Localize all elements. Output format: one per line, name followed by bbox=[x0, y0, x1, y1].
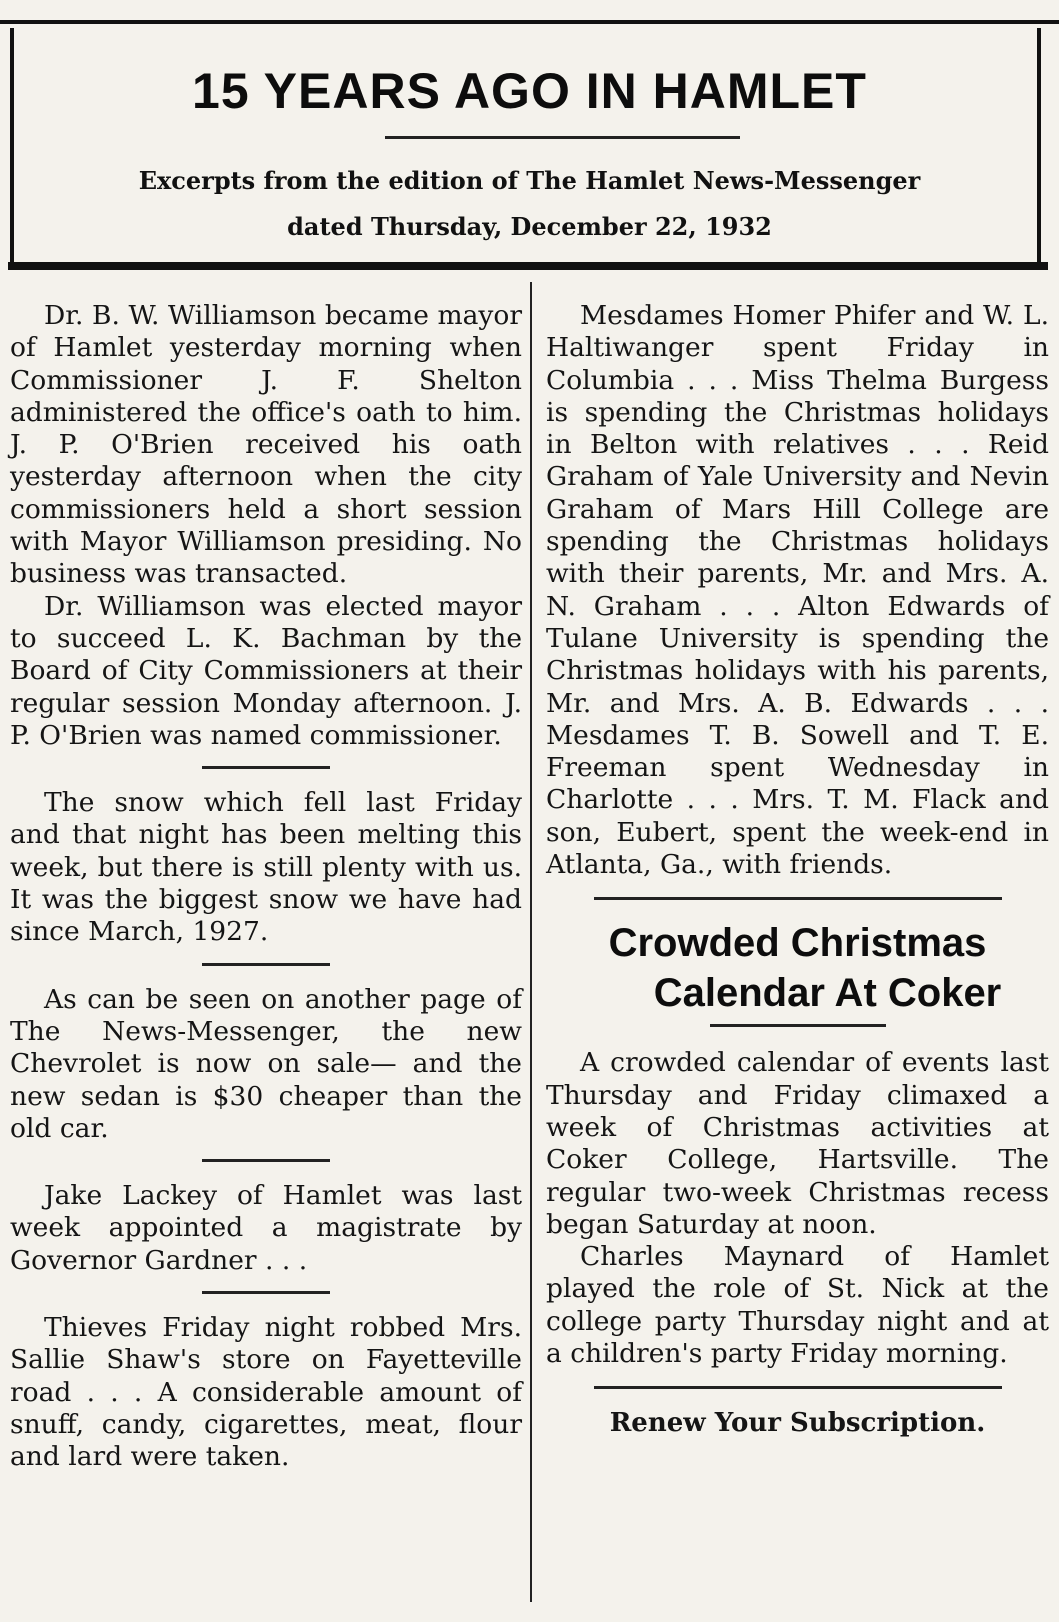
article-headline bbox=[546, 918, 1049, 1018]
column-divider bbox=[530, 282, 532, 1602]
headline-line-1: Crowded Christmas bbox=[608, 921, 987, 966]
subtitle-line-2: dated Thursday, December 22, 1932 bbox=[287, 212, 772, 241]
left-column bbox=[10, 300, 522, 1474]
article-paragraph-2: Charles Maynard of Hamlet played the role of St. Nick at the college party Thursday night and at a children's party Friday morning. bbox=[546, 1241, 1049, 1370]
footer-separator bbox=[594, 1386, 1002, 1389]
subtitle-line-1: Excerpts from the edition of The Hamlet News-Messenger bbox=[138, 166, 921, 195]
item-chevrolet: As can be seen on another page of The News-Messenger, the new Chevrolet is now on sale— and the new sedan is $30 cheaper than the old car. bbox=[10, 983, 522, 1144]
header-subtitle bbox=[0, 158, 1059, 250]
item-mayor: Dr. B. W. Williamson became mayor of Hamlet yesterday morning when Commissioner J. F. Shelton administered the office's oath to him. J. P. O'Brien received his oath yesterday afternoon when the city commissioners held a short session with Mayor Williamson presiding. No business was transacted. bbox=[10, 300, 522, 590]
item-social-notes: Mesdames Homer Phifer and W. L. Haltiwanger spent Friday in Columbia . . . Miss Thelma Burgess is spending the Christmas holidays in Belton with relatives . . . Reid Graham of Yale University and Nevin Graham of Mars Hill College are spending the Christmas holidays with their parents, Mr. and Mrs. A. N. Graham . . . Alton Edwards of Tulane University is spending the Christmas holidays with his parents, Mr. and Mrs. A. B. Edwards . . . Mesdames T. B. Sowell and T. E. Freeman spent Wednesday in Charlotte . . . Mrs. T. M. Flack and son, Eubert, spent the week-end in Atlanta, Ga., with friends. bbox=[546, 300, 1049, 881]
item-snow: The snow which fell last Friday and that night has been melting this week, but there is still plenty with us. It was the biggest snow we have had since March, 1927. bbox=[10, 787, 522, 948]
article-paragraph-1: A crowded calendar of events last Thursday and Friday climaxed a week of Christmas activities at Coker College, Hartsville. The regular two-week Christmas recess began Saturday at noon. bbox=[546, 1047, 1049, 1240]
item-thieves: Thieves Friday night robbed Mrs. Sallie Shaw's store on Fayetteville road . . . A considerable amount of snuff, candy, cigarettes, meat, flour and lard were taken. bbox=[10, 1312, 522, 1473]
item-separator bbox=[202, 1291, 330, 1294]
item-magistrate: Jake Lackey of Hamlet was last week appointed a magistrate by Governor Gardner . . . bbox=[10, 1180, 522, 1276]
item-election: Dr. Williamson was elected mayor to succeed L. K. Bachman by the Board of City Commissioners at their regular session Monday afternoon. J. P. O'Brien was named commissioner. bbox=[10, 590, 522, 751]
item-separator bbox=[202, 963, 330, 966]
headline-separator bbox=[710, 1024, 886, 1027]
header-bottom-rule bbox=[8, 262, 1048, 270]
item-separator bbox=[202, 766, 330, 769]
page-title: 15 YEARS AGO IN HAMLET bbox=[192, 63, 867, 119]
item-separator bbox=[202, 1159, 330, 1162]
section-separator bbox=[594, 897, 1002, 900]
renew-subscription-notice: Renew Your Subscription. bbox=[609, 1408, 986, 1439]
title-underline bbox=[385, 136, 740, 139]
headline-line-2: Calendar At Coker bbox=[653, 971, 1002, 1016]
right-column bbox=[546, 300, 1049, 1440]
top-border-rule bbox=[0, 20, 1059, 24]
